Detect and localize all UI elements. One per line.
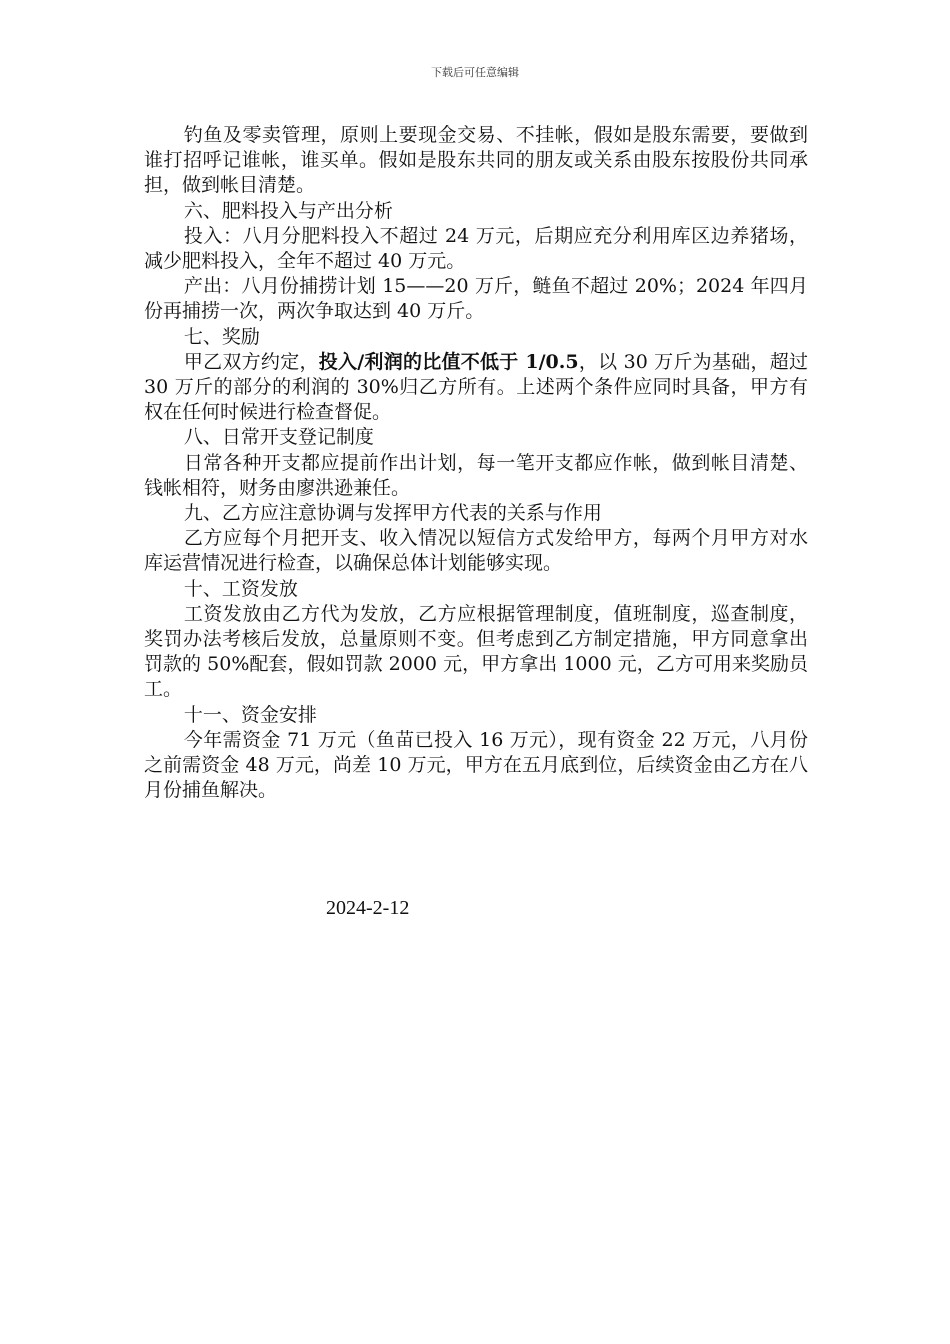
paragraph-reward xyxy=(144,350,808,426)
paragraph-coordination: 乙方应每个月把开支、收入情况以短信方式发给甲方，每两个月甲方对水库运营情况进行检查，以确保总体计划能够实现。 xyxy=(144,527,808,575)
page-header: 下载后可任意编辑 xyxy=(431,66,519,79)
paragraph-funding: 今年需资金 71 万元（鱼苗已投入 16 万元），现有资金 22 万元，八月份之前需资金 48 万元，尚差 10 万元，甲方在五月底到位，后续资金由乙方在八月份捕鱼解决。 xyxy=(144,728,808,802)
reward-text-post: ，以 30 万斤为基础，超过 30 万斤的部分的利润的 30%归乙方所有。上述两个条件应同时具备，甲方有权在任何时候进行检查督促。 xyxy=(144,350,808,424)
document-date: 2024-2-12 xyxy=(326,897,410,919)
paragraph-fishing-retail: 钓鱼及零卖管理，原则上要现金交易、不挂帐，假如是股东需要，要做到谁打招呼记谁帐，谁买单。假如是股东共同的朋友或关系由股东按股份共同承担，做到帐目清楚。 xyxy=(144,124,808,197)
paragraph-wages: 工资发放由乙方代为发放，乙方应根据管理制度，值班制度，巡查制度，奖罚办法考核后发放，总量原则不变。但考虑到乙方制定措施，甲方同意拿出罚款的 50%配套，假如罚款 2000 元，甲方拿出 1000 元，乙方可用来奖励员工。 xyxy=(144,602,808,701)
paragraph-output: 产出：八月份捕捞计划 15——20 万斤，鲢鱼不超过 20%；2024 年四月份再捕捞一次，两次争取达到 40 万斤。 xyxy=(144,275,808,323)
heading-section-10: 十、工资发放 xyxy=(183,577,298,600)
heading-section-9: 九、乙方应注意协调与发挥甲方代表的关系与作用 xyxy=(183,502,602,525)
reward-text-bold: 投入/利润的比值不低于 1/0.5 xyxy=(318,350,579,373)
document-body xyxy=(144,123,808,803)
paragraph-fertilizer-input: 投入：八月分肥料投入不超过 24 万元，后期应充分利用库区边养猪场，减少肥料投入，全年不超过 40 万元。 xyxy=(144,224,808,273)
heading-section-7: 七、奖励 xyxy=(183,325,260,348)
heading-section-8: 八、日常开支登记制度 xyxy=(183,426,374,449)
heading-section-11: 十一、资金安排 xyxy=(183,703,317,726)
reward-text-pre: 甲乙双方约定， xyxy=(183,350,319,373)
paragraph-expense-record: 日常各种开支都应提前作出计划，每一笔开支都应作帐，做到帐目清楚、钱帐相符，财务由廖洪逊兼任。 xyxy=(144,451,808,499)
heading-section-6: 六、肥料投入与产出分析 xyxy=(183,199,393,222)
